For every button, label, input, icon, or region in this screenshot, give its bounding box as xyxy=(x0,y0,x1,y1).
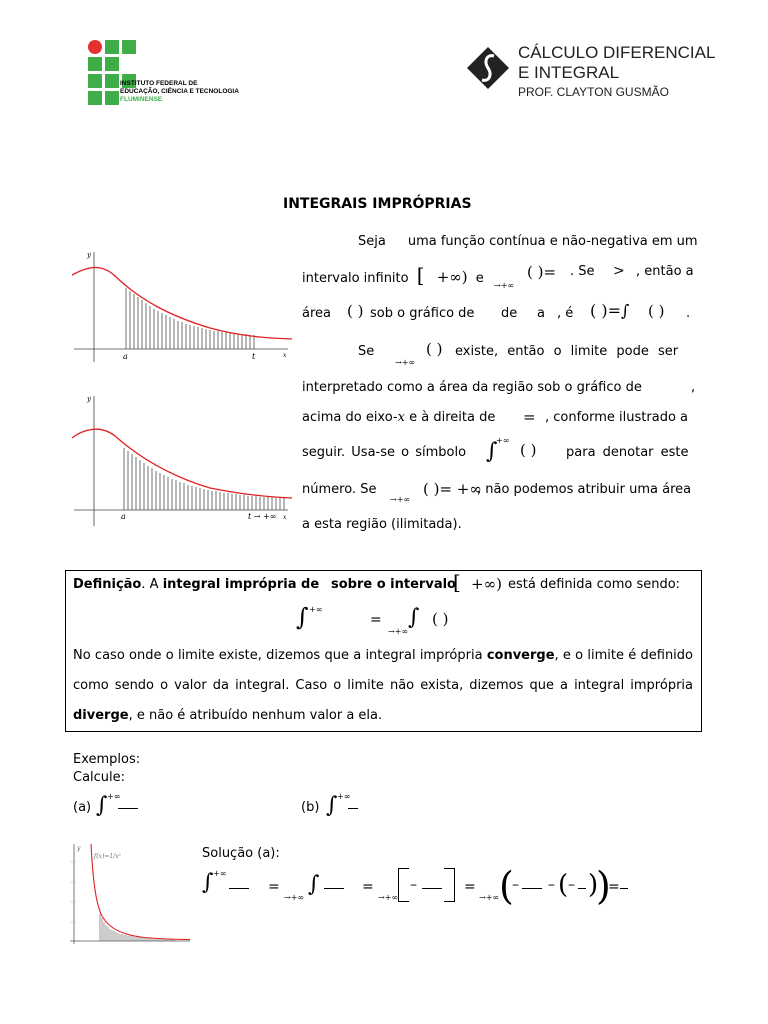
graph-finite-area xyxy=(70,248,294,370)
course-logo-icon xyxy=(466,46,510,94)
graph1-a-label: a xyxy=(123,352,128,361)
solution-label: Solução (a): xyxy=(202,846,280,861)
intro-line-6: acima do eixo-x e à direita de xyxy=(302,410,496,425)
examples-label: Exemplos: xyxy=(73,752,141,767)
solution-formula: ∫ +∞ = →+∞ ∫ = →+∞ – = →+∞ ( – – ( – ) ) = xyxy=(202,866,632,912)
example-b-label: (b) xyxy=(301,800,320,815)
definition-formula: ∫ +∞ = →+∞ ∫ ( ) xyxy=(296,603,449,636)
definition-heading: Definição. A integral imprópria de xyxy=(73,577,320,592)
definition-paragraph: No caso onde o limite existe, dizemos que a integral imprópria converge, e o limite é definido como sendo o valor da integral. Caso o limite não exista, dizemos que a integral imprópria diverge, e não é atribuído nenhum valor a ela. xyxy=(73,648,693,723)
example-a-label: (a) xyxy=(73,800,92,815)
page-title: INTEGRAIS IMPRÓPRIAS xyxy=(283,196,472,212)
graph-example-a xyxy=(64,842,194,952)
intro-line-4b: existe, então o limite pode ser xyxy=(455,344,679,359)
intro-line-2: intervalo infinito [ +∞) e xyxy=(302,263,484,287)
graph2-y-label: y xyxy=(87,395,91,403)
logo-red-circle xyxy=(88,40,102,54)
graph2-a-label: a xyxy=(121,512,126,521)
graph-infinite-area xyxy=(70,392,294,530)
ifrj-logo xyxy=(86,40,246,106)
examples-instruction: Calcule: xyxy=(73,770,126,785)
graph3-curve-label: f(x)=1/x² xyxy=(94,853,121,860)
graph1-t-label: t xyxy=(252,352,256,361)
curve-2 xyxy=(72,429,292,498)
intro-line-1: Seja uma função contínua e não-negativa em um xyxy=(358,234,698,249)
riemann-bars-2 xyxy=(124,448,284,510)
institute-name: INSTITUTO FEDERAL DE EDUCAÇÃO, CIÊNCIA E TECNOLOGIA FLUMINENSE xyxy=(120,80,239,103)
course-title: CÁLCULO DIFERENCIAL E INTEGRAL PROF. CLAYTON GUSMÃO xyxy=(518,43,716,99)
riemann-bars-1 xyxy=(126,288,254,349)
graph2-t-label: t → +∞ xyxy=(248,512,277,521)
graph1-x-label: x xyxy=(283,352,287,359)
graph1-y-label: y xyxy=(87,251,91,259)
graph2-x-label: x xyxy=(283,514,287,521)
graph3-y-label: y xyxy=(77,845,81,852)
